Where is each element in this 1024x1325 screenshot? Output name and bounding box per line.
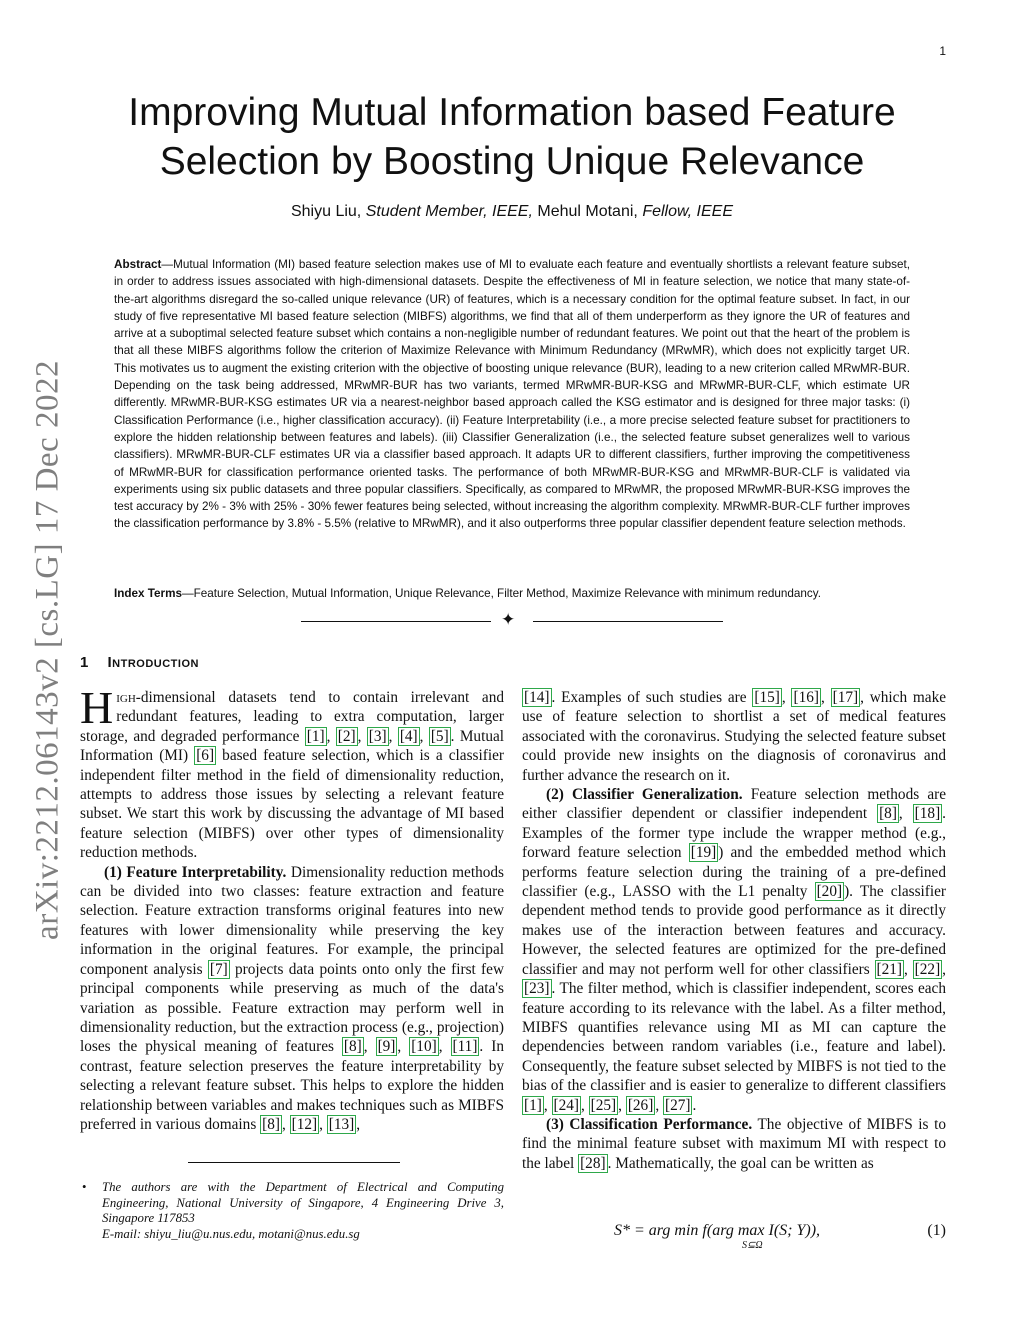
abstract-label: Abstract [114, 258, 162, 271]
author-2: Mehul Motani, [537, 203, 638, 220]
citation-link[interactable]: [26] [627, 1096, 654, 1114]
index-terms-label: Index Terms [114, 587, 182, 600]
section-title: Introduction [107, 654, 199, 671]
paragraph-heading: (2) Classifier Generalization. [546, 786, 743, 804]
intro-paragraph-4: (2) Classifier Generalization. Feature selection methods are either classifier dependent or classifier independent [8] , [18] . Examples of the former type include the wrapper method (e.g., forward feature selection [19] ) and the embedded method which performs feature selection during the training of a pre-defined classifier (e.g., LASSO with the L1 penalty [20] ). The classifier dependent method tends to provide good performance as it directly makes use of the interaction between features and accuracy. However, the selected features are optimized for the pre-defined classifier and may not perform well for other classifiers [21] , [22] , [23] . The filter method, which is classifier independent, scores each feature according to its relevance with the label. As a filter method, MIBFS quantifies relevance using MI as MI can capture the dependencies between random variables (i.e., feature and label). Consequently, the feature subset selected by MIBFS is not tied to the bias of the classifier and is easier to generalize to different classifiers [1] , [24] , [25] , [26] , [27] . [522, 786, 947, 1114]
citation-link[interactable]: [11] [452, 1038, 478, 1056]
equation-subscript: S⊆Ω [742, 1240, 763, 1251]
author-1: Shiyu Liu, [290, 203, 362, 220]
section-heading [80, 654, 199, 671]
citation-link[interactable]: [3] [368, 727, 387, 745]
index-terms-text: —Feature Selection, Mutual Information, Unique Relevance, Filter Method, Maximize Relevance with minimum redundancy. [181, 587, 821, 600]
section-number: 1 [80, 654, 89, 671]
divider-line-left [301, 621, 491, 622]
paragraph-heading: (3) Classification Performance. [546, 1115, 753, 1133]
divider-star-icon: ✦ [501, 610, 516, 630]
intro-paragraph-2: (1) Feature Interpretability. Dimensionality reduction methods can be divided into two classes: feature extraction and feature selection. Feature extraction transforms original features into new features with lower dimensionality while preserving the key information in the original features. For example, the principal component analysis [7] projects data points onto only the first few principal components while preserving as much of the data's variation as possible. Feature extraction may perform well in dimensionality reduction, but the extraction process (e.g., projection) loses the physical meaning of features [8] , [9] , [10] , [11] . In contrast, feature selection preserves the feature interpretability by selecting a relevant feature subset. This helps to explore the hidden relationship between variables and makes techniques such as MIBFS preferred in various domains [8] , [12] , [13] , [80, 863, 504, 1133]
index-terms [114, 585, 914, 602]
footnote [80, 1180, 504, 1242]
citation-link[interactable]: [8] [262, 1115, 280, 1133]
citation-link[interactable]: [2] [337, 727, 356, 745]
drop-cap: H [80, 682, 114, 733]
citation-link[interactable]: [27] [664, 1096, 691, 1114]
intro-paragraph-5: (3) Classification Performance. The objective of MIBFS is to find the minimal feature subset with maximum MI with respect to the label [28] . Mathematically, the goal can be written as [522, 1115, 946, 1172]
paper-title [80, 88, 944, 186]
citation-link[interactable]: [24] [553, 1096, 579, 1114]
citation-link[interactable]: [9] [377, 1038, 396, 1056]
citation-link[interactable]: [23] [524, 980, 550, 998]
author-1-role: Student Member, IEEE, [365, 203, 533, 220]
abstract-text: —Mutual Information (MI) based feature selection makes use of MI to evaluate each feature and eventually shortlists a relevant feature subset, in order to address issues associated with high-dimensional datasets. Despite the effectiveness of MI in feature selection, we notice that many state-of-the-art algorithms disregard the so-called unique relevance (UR) of features, which is a necessary condition for the optimal feature subset. In fact, in our study of five representative MI based feature selection (MIBFS) algorithms, we find that all of them underperform as they ignore the UR of features and arrive at a suboptimal selected feature subset which contains a non-negligible number of redundant features. We point out that the heart of the problem is that all these MIBFS algorithms follow the criterion of Maximize Relevance with Minimum Redundancy (MRwMR), which does not explicitly target UR. This motivates us to augment the existing criterion with the objective of boosting unique relevance (BUR), leading to a new criterion called MRwMR-BUR. Depending on the task being addressed, MRwMR-BUR has two variants, termed MRwMR-BUR-KSG and MRwMR-BUR-CLF, which estimate UR differently. MRwMR-BUR-KSG estimates UR via a nearest-neighbor based approach called the KSG estimator and is designed for three major tasks: (i) Classification Performance (i.e., higher classification accuracy). (ii) Feature Interpretability (i.e., a more precise selected feature subset for practitioners to explore the hidden relationship between features and labels). (iii) Classifier Generalization (i.e., the selected feature subset generalizes well to various classifiers). MRwMR-BUR-CLF estimates UR via a classifier based approach. It adapts UR to different classifiers, further improving the competitiveness of MRwMR-BUR for classification performance oriented tasks. The performance of both MRwMR-BUR-KSG and MRwMR-BUR-CLF is validated via experiments using six public datasets and three popular classifiers. Specifically, as compared to MRwMR, the proposed MRwMR-BUR-KSG improves the test accuracy by 2% - 3% with 25% - 30% fewer features being selected, without increasing the algorithm complexity. MRwMR-BUR-CLF further improves the classification performance by 3.8% - 5.5% (relative to MRwMR), and it also outperforms three popular classifier dependent feature selection methods. [114, 258, 910, 531]
citation-link[interactable]: [12] [291, 1115, 318, 1133]
citation-link[interactable]: [22] [914, 960, 941, 978]
footnote-bullet: • [82, 1180, 87, 1194]
citation-link[interactable]: [5] [430, 727, 449, 745]
citation-link[interactable]: [10] [411, 1038, 437, 1056]
citation-link[interactable]: [25] [590, 1096, 617, 1114]
drop-cap-smallcaps: igh [116, 689, 136, 706]
footnote-rule [188, 1162, 400, 1163]
citation-link[interactable]: [18] [914, 805, 941, 823]
citation-link[interactable]: [6] [196, 747, 215, 765]
intro-paragraph-1: High-dimensional datasets tend to contain irrelevant and redundant features, leading to extra computation, larger storage, and degraded performance [1] , [2] , [3] , [4] , [5] . Mutual Information (MI) [6] based feature selection, which is a classifier independent filter method in the field of dimensionality reduction, attempts to address those issues by selecting a relevant feature subset. We start this work by discussing the advantage of MI based feature selection (MIBFS) over other types of dimensionality reduction methods. [80, 682, 505, 862]
citation-link[interactable]: [28] [580, 1154, 606, 1172]
intro-paragraph-3: [14] . Examples of such studies are [15] , [16] , [17] , which make use of feature selection to shortlist a set of medical features associated with the coronavirus. Studying the selected feature subset could provide new insights on the diagnosis of coronavirus and further advance the research on it. [522, 689, 947, 784]
title-line-2: Selection by Boosting Unique Relevance [159, 140, 865, 183]
citation-link[interactable]: [7] [209, 960, 228, 978]
author-line [80, 203, 944, 221]
citation-link[interactable]: [19] [690, 844, 717, 862]
equation-body: S* = arg min f(arg max I(S; Y)), [614, 1222, 821, 1239]
citation-link[interactable]: [8] [879, 805, 897, 823]
citation-link[interactable]: [8] [343, 1038, 362, 1056]
paragraph-heading: (1) Feature Interpretability. [104, 863, 287, 881]
equation-number: (1) [927, 1222, 946, 1239]
arxiv-identifier: arXiv:2212.06143v2 [cs.LG] 17 Dec 2022 [29, 360, 66, 940]
citation-link[interactable]: [13] [328, 1115, 355, 1133]
equation-1 [522, 1222, 946, 1262]
citation-link[interactable]: [4] [399, 727, 418, 745]
footnote-email: E-mail: shiyu_liu@u.nus.edu, motani@nus.edu.sg [102, 1226, 360, 1241]
citation-link[interactable]: [15] [754, 689, 780, 706]
section-divider [301, 612, 723, 630]
citation-link[interactable]: [17] [832, 689, 859, 706]
abstract [114, 256, 910, 533]
citation-link[interactable]: [1] [524, 1096, 542, 1114]
citation-link[interactable]: [16] [793, 689, 819, 706]
author-2-role: Fellow, IEEE [642, 203, 734, 220]
right-column [522, 688, 946, 1173]
citation-link[interactable]: [1] [306, 727, 325, 745]
title-line-1: Improving Mutual Information based Feature [128, 91, 896, 134]
citation-link[interactable]: [14] [524, 689, 550, 706]
citation-link[interactable]: [21] [876, 960, 903, 978]
citation-link[interactable]: [20] [816, 883, 843, 901]
page-number: 1 [939, 44, 946, 58]
footnote-affiliation: The authors are with the Department of Electrical and Computing Engineering, National University of Singapore, 4 Engineering Drive 3, Singapore 117853 [102, 1180, 504, 1225]
left-column [80, 682, 505, 1134]
divider-line-right [533, 621, 723, 622]
